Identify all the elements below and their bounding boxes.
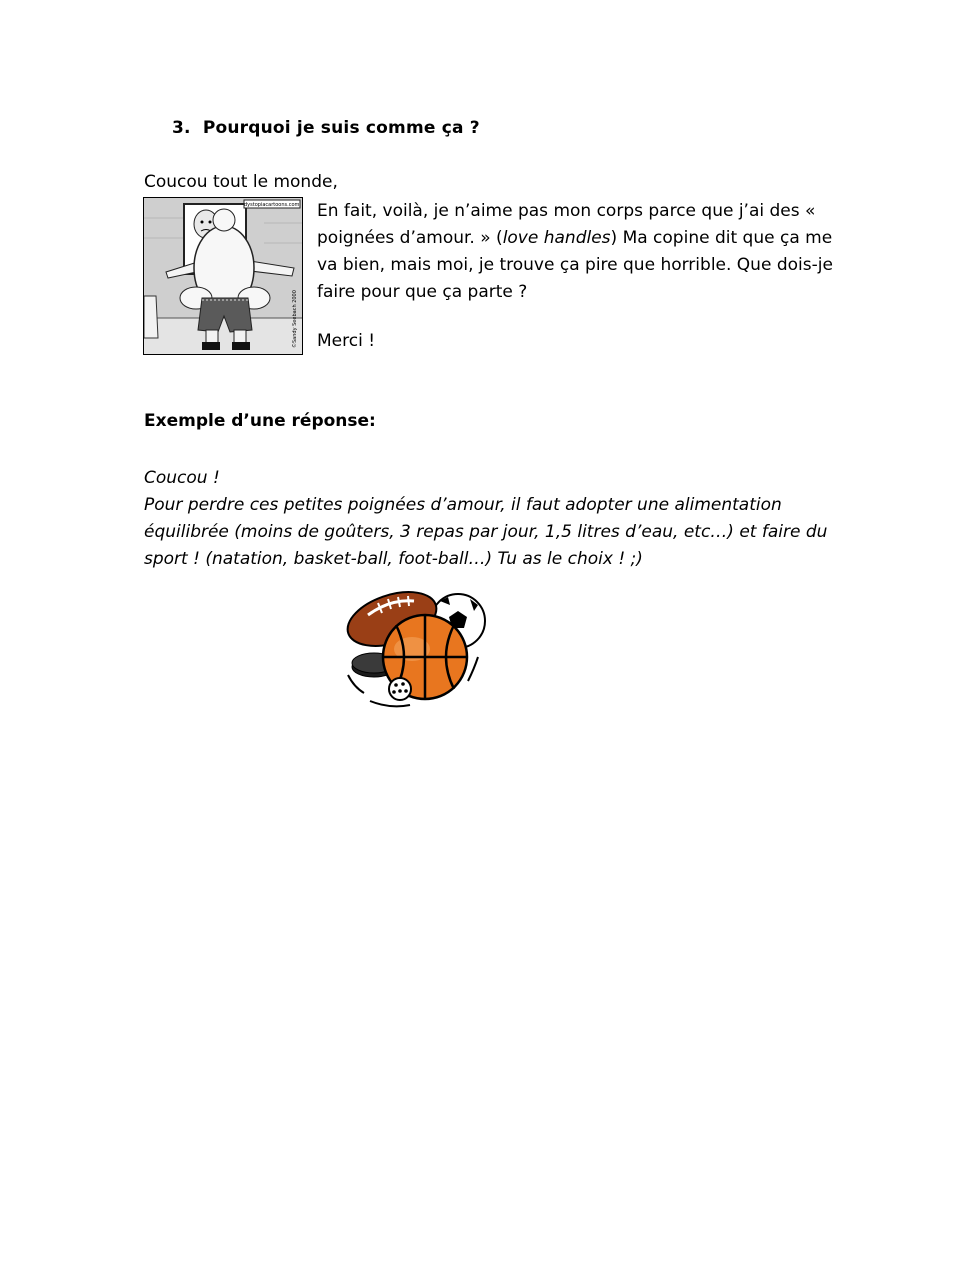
response-title: Exemple d’une réponse: xyxy=(144,411,376,431)
section-title: Pourquoi je suis comme ça ? xyxy=(202,118,480,138)
letter-body-part1: En fait, voilà, je n’aime pas mon corps parce que j’ai des « poignées d’amour. » ( xyxy=(317,201,816,248)
response-body xyxy=(144,465,844,573)
section-heading xyxy=(172,118,480,138)
section-number: 3. xyxy=(172,118,191,138)
response-text: Pour perdre ces petites poignées d’amour, il faut adopter une alimentation équilibrée (moins de goûters, 3 repas par jour, 1,5 litres d’eau, etc…) et faire du sport ! (natation, basket-ball, foot-ball…) Tu as le choix ! ;) xyxy=(144,495,828,569)
response-greeting: Coucou ! xyxy=(144,468,220,488)
sports-balls-image xyxy=(340,585,490,713)
cartoon-site-credit: dystopiacartoons.com xyxy=(244,202,300,208)
letter-body-part2: ) Ma copine dit que ça me va bien, mais moi, je trouve ça pire que horrible. Que dois-je faire pour que ça parte ? xyxy=(317,228,833,302)
letter-body-italic: love handles xyxy=(502,228,611,248)
cartoon-artist-credit: ©Sandy Seebach 2000 xyxy=(292,290,298,348)
letter-body xyxy=(317,198,847,306)
letter-closing: Merci ! xyxy=(317,331,376,351)
letter-greeting: Coucou tout le monde, xyxy=(144,172,338,192)
cartoon-image xyxy=(143,197,303,355)
